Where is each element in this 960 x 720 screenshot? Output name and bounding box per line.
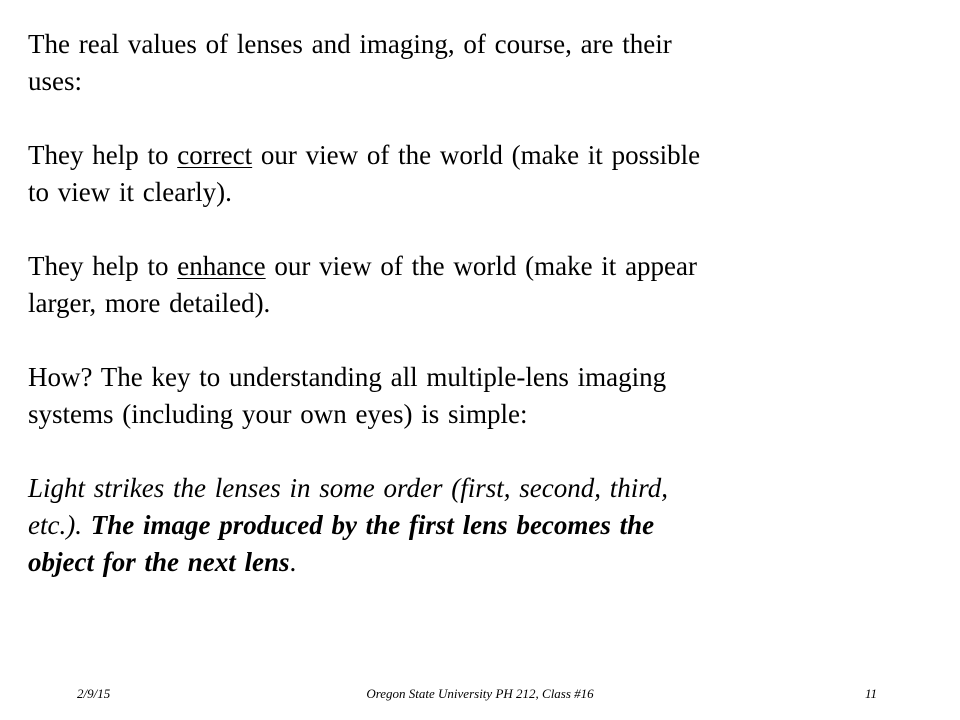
enhance-paragraph — [28, 248, 728, 322]
correct-keyword: correct — [177, 140, 253, 170]
rule-end-text: . — [289, 547, 297, 577]
how-paragraph: How? The key to understanding all multiple-lens imaging systems (including your own eyes) is simple: — [28, 362, 667, 429]
enhance-keyword: enhance — [177, 251, 266, 281]
rule-italic-text: Light strikes the lenses in some order (first, second, third, etc.). — [28, 473, 668, 540]
slide-footer — [0, 684, 960, 704]
correct-paragraph — [28, 137, 728, 211]
footer-course: Oregon State University PH 212, Class #16 — [366, 686, 594, 701]
slide-body — [28, 26, 728, 581]
footer-page-number: 11 — [864, 686, 877, 701]
rule-paragraph — [28, 470, 728, 581]
enhance-suffix: our view of the world (make it appear larger, more detailed). — [28, 251, 698, 318]
correct-prefix: They help to — [28, 140, 178, 170]
footer-date: 2/9/15 — [77, 686, 111, 701]
intro-paragraph: The real values of lenses and imaging, of course, are their uses: — [28, 29, 672, 96]
correct-suffix: our view of the world (make it possible to view it clearly). — [28, 140, 701, 207]
rule-bold-text: The image produced by the first lens becomes the object for the next lens — [28, 510, 655, 577]
enhance-prefix: They help to — [28, 251, 178, 281]
